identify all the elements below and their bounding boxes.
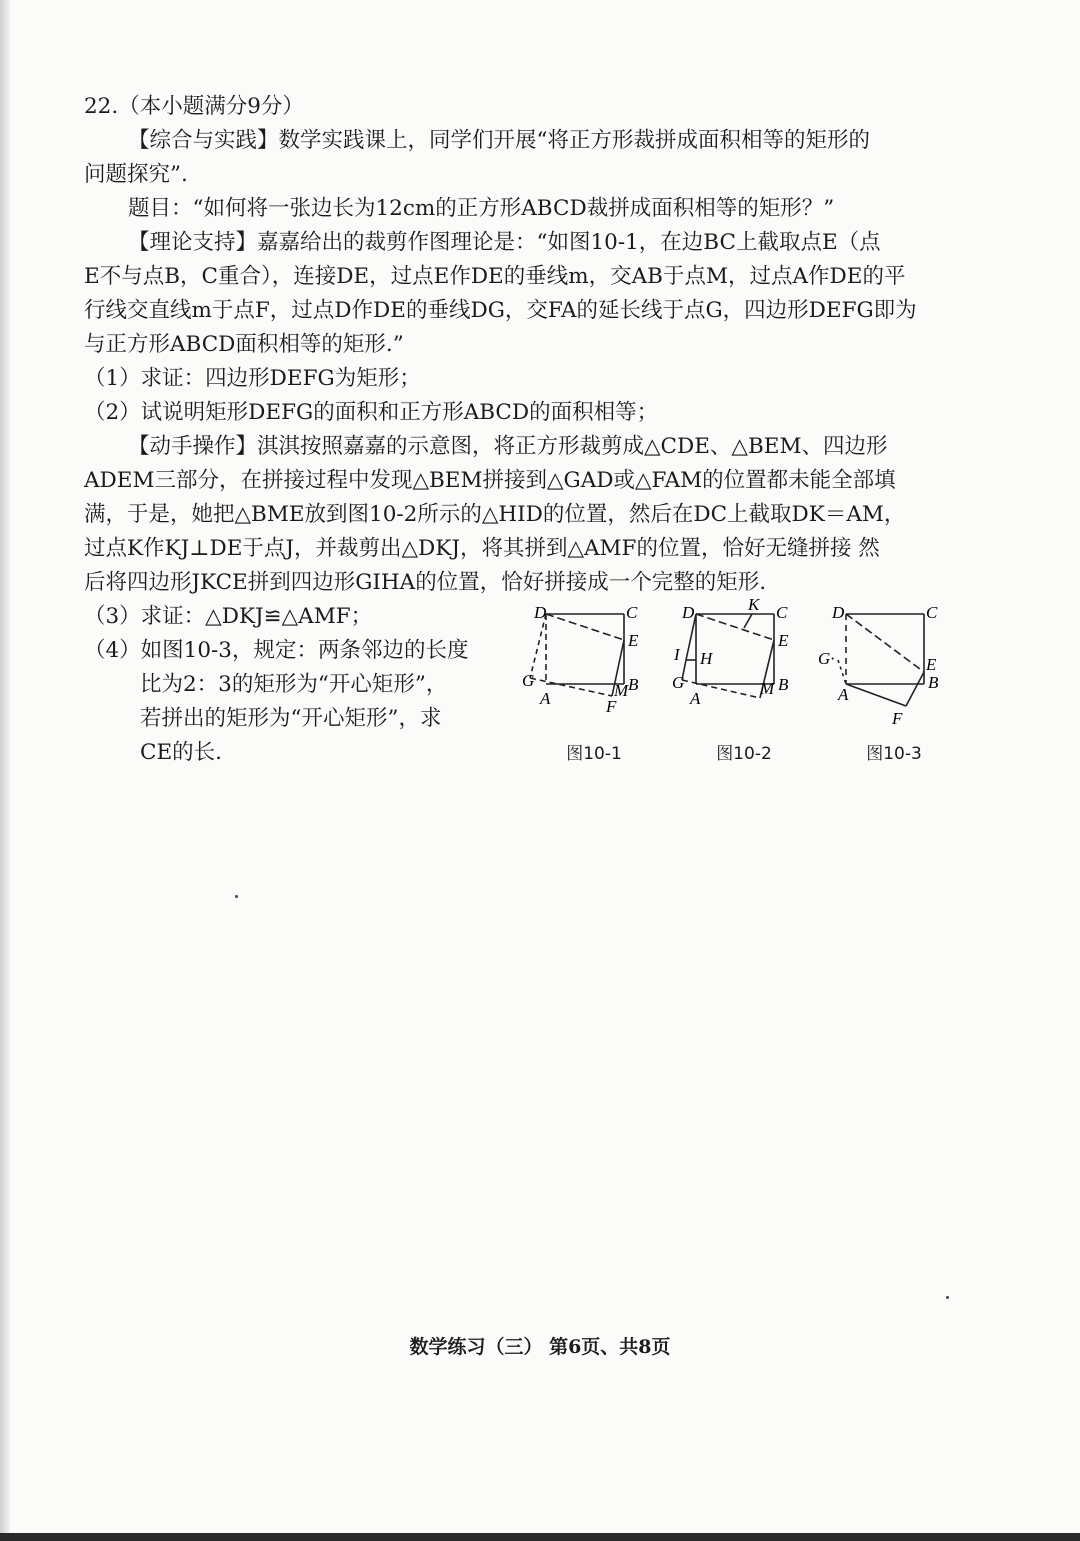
sub-question-1: （1）求证：四边形DEFG为矩形； [84,366,421,391]
text-line: CE的长. [140,740,222,765]
point-label-C: C [926,603,938,622]
figure-10-1-diagram [524,600,664,740]
figure-10-2-diagram [672,595,814,740]
point-label-D: D [832,603,845,622]
question-header: 22.（本小题满分9分） [84,94,304,119]
point-label-F: F [892,709,903,728]
point-label-K: K [748,595,760,614]
text-line: 比为2：3的矩形为“开心矩形”， [140,672,448,697]
point-label-C: C [776,603,788,622]
text-line: 行线交直线m于点F，过点D作DE的垂线DG，交FA的延长线于点G，四边形DEFG即为 [84,298,917,323]
sub-questions-3-4 [84,600,504,770]
point-label-D: D [534,603,547,622]
point-label-A: A [690,689,701,708]
question-22 [84,90,954,780]
point-label-E: E [926,655,937,674]
text-line: 与正方形ABCD面积相等的矩形.” [84,332,404,357]
point-label-M: M [760,679,775,698]
figure-10-2 [672,595,814,780]
text-line: 后将四边形JKCE拼到四边形GIHA的位置，恰好拼接成一个完整的矩形. [84,570,767,595]
figure-10-3-diagram [818,600,964,740]
point-label-M: M [614,681,629,700]
point-label-B: B [778,675,789,694]
point-label-H: H [700,649,713,668]
text-line: 若拼出的矩形为“开心矩形”，求 [140,706,442,731]
scan-edge [0,1533,1080,1541]
text-line: 【动手操作】淇淇按照嘉嘉的示意图，将正方形裁剪成△CDE、△BEM、四边形 [128,434,888,459]
point-label-A: A [540,689,551,708]
text-line: 满，于是，她把△BME放到图10-2所示的△HID的位置，然后在DC上截取DK＝AM， [84,502,906,527]
sub-question-4: （4）如图10-3，规定：两条邻边的长度 [84,638,469,663]
point-label-C: C [626,603,638,622]
point-label-B: B [628,675,639,694]
point-label-E: E [778,631,789,650]
point-label-I: I [674,645,680,664]
point-label-E: E [628,631,639,650]
figure-caption: 图10-1 [566,744,622,764]
scan-speck [946,1296,949,1299]
page-footer: 数学练习（三） 第6页、共8页 [409,1336,671,1358]
point-label-G: G [672,673,685,692]
scan-speck [235,895,238,898]
lower-section [84,595,954,780]
figure-caption: 图10-2 [716,744,772,764]
point-label-G: G [522,671,535,690]
point-label-G: G· [818,649,835,668]
point-label-F: F [606,697,617,716]
sub-question-3: （3）求证：△DKJ≌△AMF； [84,604,373,629]
figure-10-1 [524,600,664,780]
point-label-D: D [682,603,695,622]
text-line: 问题探究”. [84,162,188,187]
scan-edge [0,0,10,1541]
text-line: 过点K作KJ⊥DE于点J，并裁剪出△DKJ，将其拼到△AMF的位置，恰好无缝拼接 然 [84,536,880,561]
figure-caption: 图10-3 [866,744,922,764]
point-label-B: B [928,673,939,692]
sub-question-2: （2）试说明矩形DEFG的面积和正方形ABCD的面积相等； [84,400,659,425]
text-line: 题目：“如何将一张边长为12cm的正方形ABCD裁拼成面积相等的矩形？” [128,196,835,221]
point-label-A: A [838,685,849,704]
figure-10-3 [818,600,964,780]
figures [522,595,964,780]
text-line: E不与点B，C重合），连接DE，过点E作DE的垂线m，交AB于点M，过点A作DE的平 [84,264,906,289]
text-line: 【综合与实践】数学实践课上，同学们开展“将正方形裁拼成面积相等的矩形的 [128,128,870,153]
text-line: ADEM三部分，在拼接过程中发现△BEM拼接到△GAD或△FAM的位置都未能全部填 [84,468,896,493]
text-line: 【理论支持】嘉嘉给出的裁剪作图理论是：“如图10-1，在边BC上截取点E（点 [128,230,881,255]
